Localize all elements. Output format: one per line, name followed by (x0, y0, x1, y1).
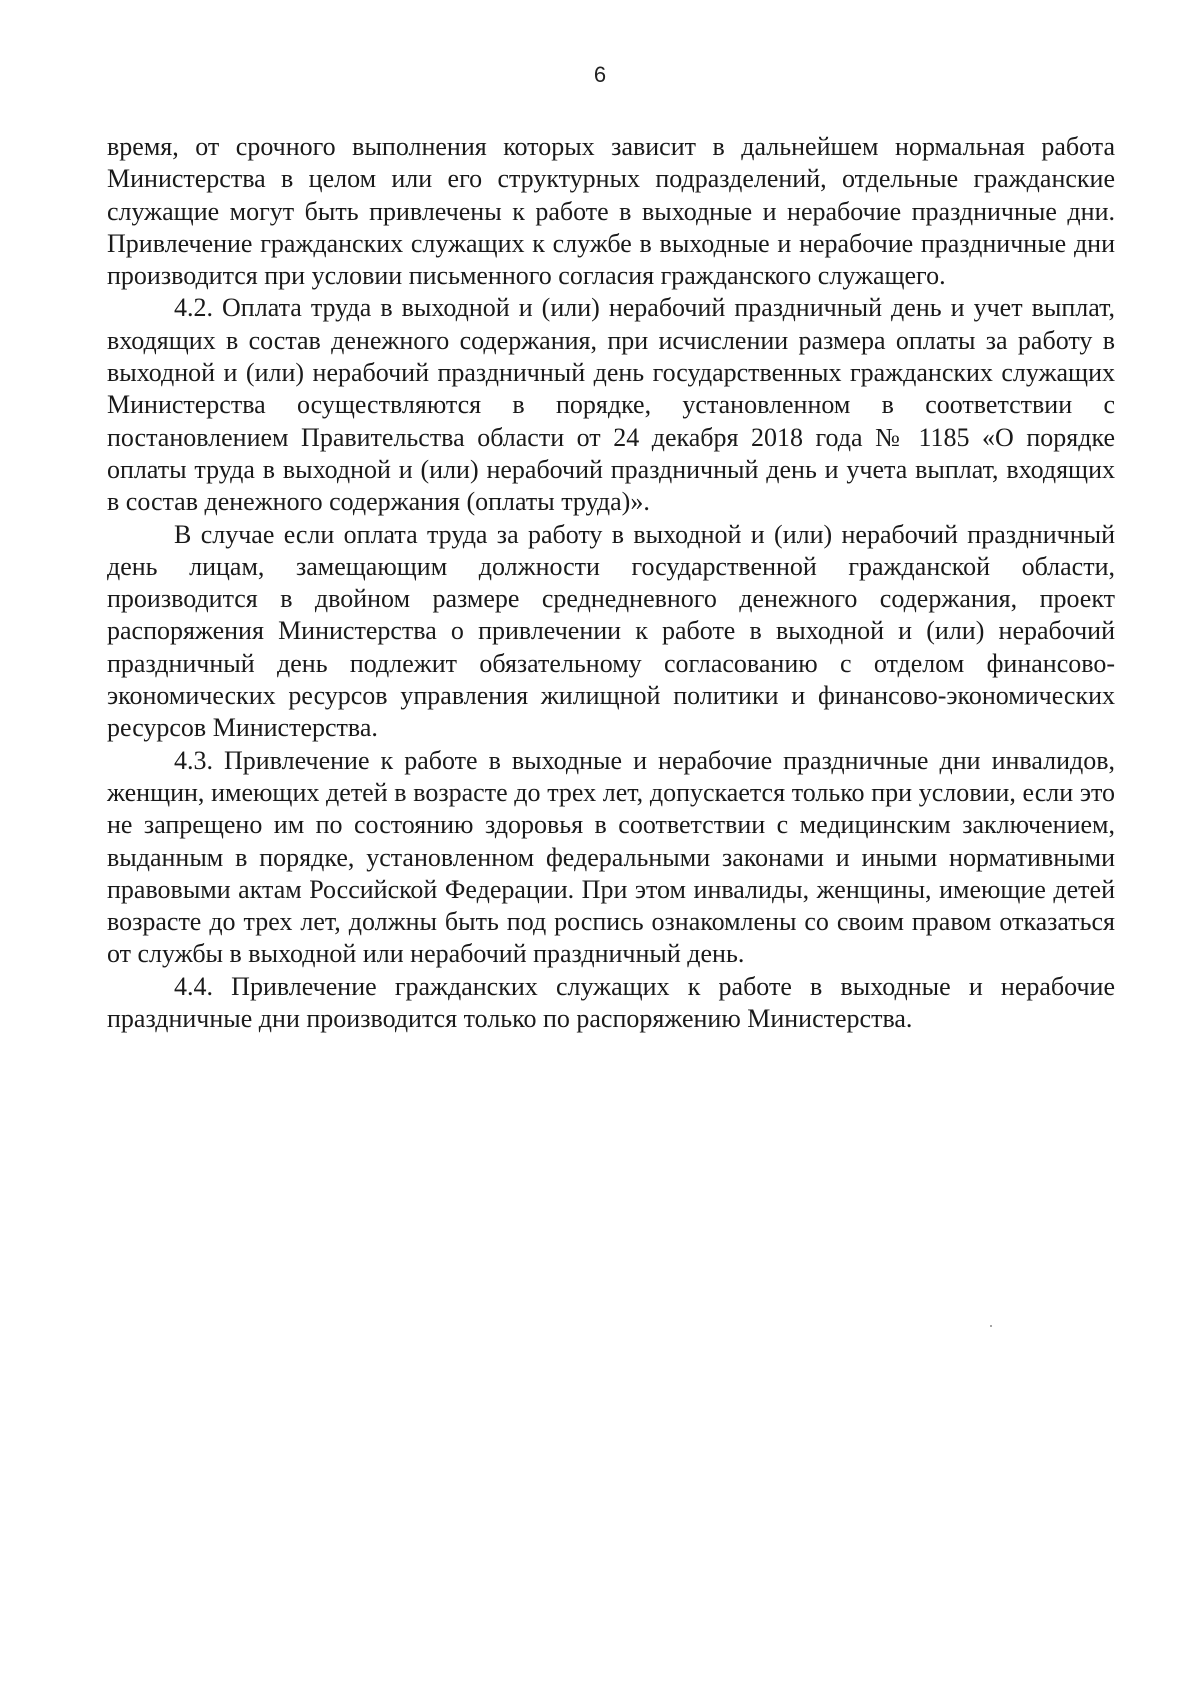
paragraph-4-3: 4.3. Привлечение к работе в выходные и нерабочие праздничные дни инвалидов, женщин, имеющих детей в возрасте до трех лет, допускается только при условии, если это не запрещено им по состоянию здоровья в соответствии с медицинским заключением, выданным в порядке, установленном федеральными законами и иными нормативными правовыми актам Российской Федерации. При этом инвалиды, женщины, имеющие детей возрасте до трех лет, должны быть под роспись ознакомлены со своим правом отказаться от службы в выходной или нерабочий праздничный день. (107, 745, 1115, 969)
paragraph-4-4: 4.4. Привлечение гражданских служащих к работе в выходные и нерабочие праздничные дни производится только по распоряжению Министерства. (107, 971, 1115, 1034)
paragraph-continuation: время, от срочного выполнения которых зависит в дальнейшем нормальная работа Министерства в целом или его структурных подразделений, отдельные гражданские служащие могут быть привлечены к работе в выходные и нерабочие праздничные дни. Привлечение гражданских служащих к службе в выходные и нерабочие праздничные дни производится при условии письменного согласия гражданского служащего. (107, 132, 1115, 291)
scan-artifact-dot (990, 1325, 992, 1327)
page-number: 6 (593, 62, 607, 87)
paragraph-double-pay: В случае если оплата труда за работу в выходной и (или) нерабочий праздничный день лицам, замещающим должности государственной гражданской области, производится в двойном размере среднедневного денежного содержания, проект распоряжения Министерства о привлечении к работе в выходной и (или) нерабочий праздничный день подлежит обязательному согласованию с отделом финансово-экономических ресурсов управления жилищной политики и финансово-экономических ресурсов Министерства. (107, 519, 1115, 743)
paragraph-4-2: 4.2. Оплата труда в выходной и (или) нерабочий праздничный день и учет выплат, входящих в состав денежного содержания, при исчислении размера оплаты за работу в выходной и (или) нерабочий праздничный день государственных гражданских служащих Министерства осуществляются в порядке, установленном в соответствии с постановлением Правительства области от 24 декабря 2018 года № 1185 «О порядке оплаты труда в выходной и (или) нерабочий праздничный день и учета выплат, входящих в состав денежного содержания (оплаты труда)». (107, 293, 1115, 517)
document-body (107, 131, 1115, 1035)
